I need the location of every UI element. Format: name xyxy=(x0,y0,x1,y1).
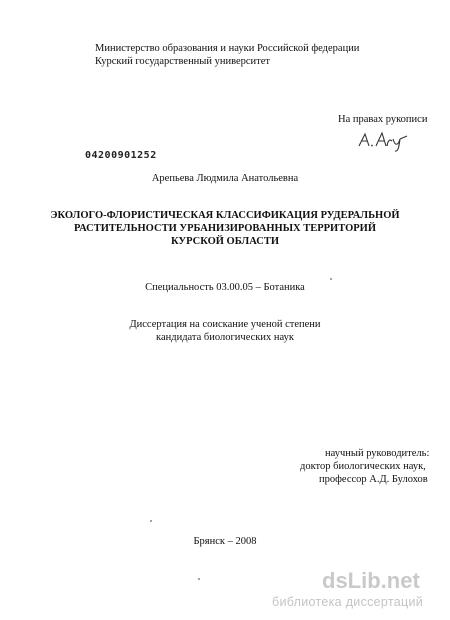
handwritten-signature xyxy=(355,128,415,152)
university-name: Курский государственный университет xyxy=(95,56,271,67)
watermark-subtitle: библиотека диссертаций xyxy=(272,595,424,609)
city-year: Брянск – 2008 xyxy=(193,536,257,547)
title-line: ЭКОЛОГО-ФЛОРИСТИЧЕСКАЯ КЛАССИФИКАЦИЯ РУДЕРАЛЬНОЙ xyxy=(50,210,400,221)
scan-speck xyxy=(150,520,152,522)
supervisor-line: профессор А.Д. Булохов xyxy=(319,474,428,485)
dissertation-degree-line: Диссертация на соискание ученой степени xyxy=(129,319,321,330)
supervisor-line: доктор биологических наук, xyxy=(300,461,426,472)
author-name: Арепьева Людмила Анатольевна xyxy=(151,173,299,184)
watermark-logo: dsLib.net xyxy=(322,568,420,593)
registration-stamp-number: 04200901252 xyxy=(85,150,157,161)
dissertation-degree-line: кандидата биологических наук xyxy=(156,332,294,343)
title-line: КУРСКОЙ ОБЛАСТИ xyxy=(170,236,280,247)
ministry-name: Министерство образования и науки Российской федерации xyxy=(95,43,360,54)
supervisor-line: научный руководитель: xyxy=(325,448,430,459)
specialty: Специальность 03.00.05 – Ботаника xyxy=(145,282,305,293)
scan-speck xyxy=(198,578,200,580)
title-line: РАСТИТЕЛЬНОСТИ УРБАНИЗИРОВАННЫХ ТЕРРИТОРИЙ xyxy=(74,223,376,234)
scan-speck xyxy=(330,278,332,280)
rights-note: На правах рукописи xyxy=(338,114,428,125)
